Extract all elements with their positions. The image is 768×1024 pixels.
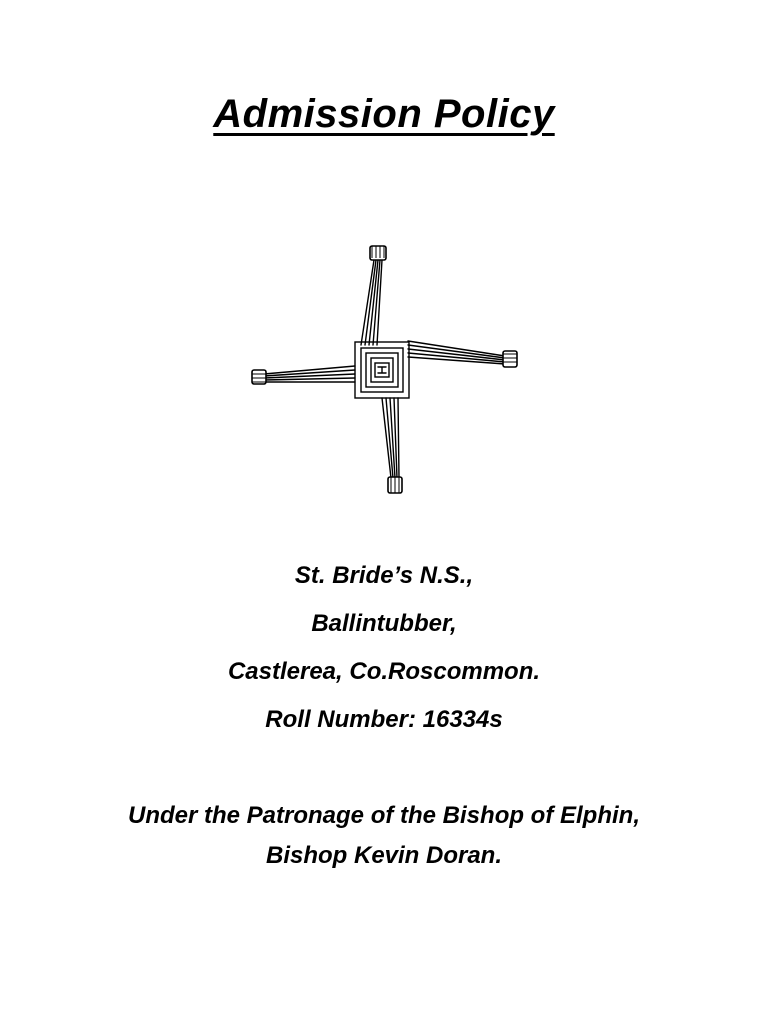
school-name: St. Bride’s N.S., bbox=[294, 562, 474, 589]
st-brigids-cross-icon bbox=[246, 236, 526, 506]
address-town-county: Castlerea, Co.Roscommon. bbox=[227, 658, 541, 685]
roll-number: Roll Number: 16334s bbox=[265, 706, 503, 733]
page-title: Admission Policy bbox=[213, 92, 555, 136]
patronage-line-1: Under the Patronage of the Bishop of Elphin, bbox=[127, 802, 640, 829]
patronage-line-2: Bishop Kevin Doran. bbox=[265, 842, 503, 869]
address-locality: Ballintubber, bbox=[311, 610, 457, 637]
